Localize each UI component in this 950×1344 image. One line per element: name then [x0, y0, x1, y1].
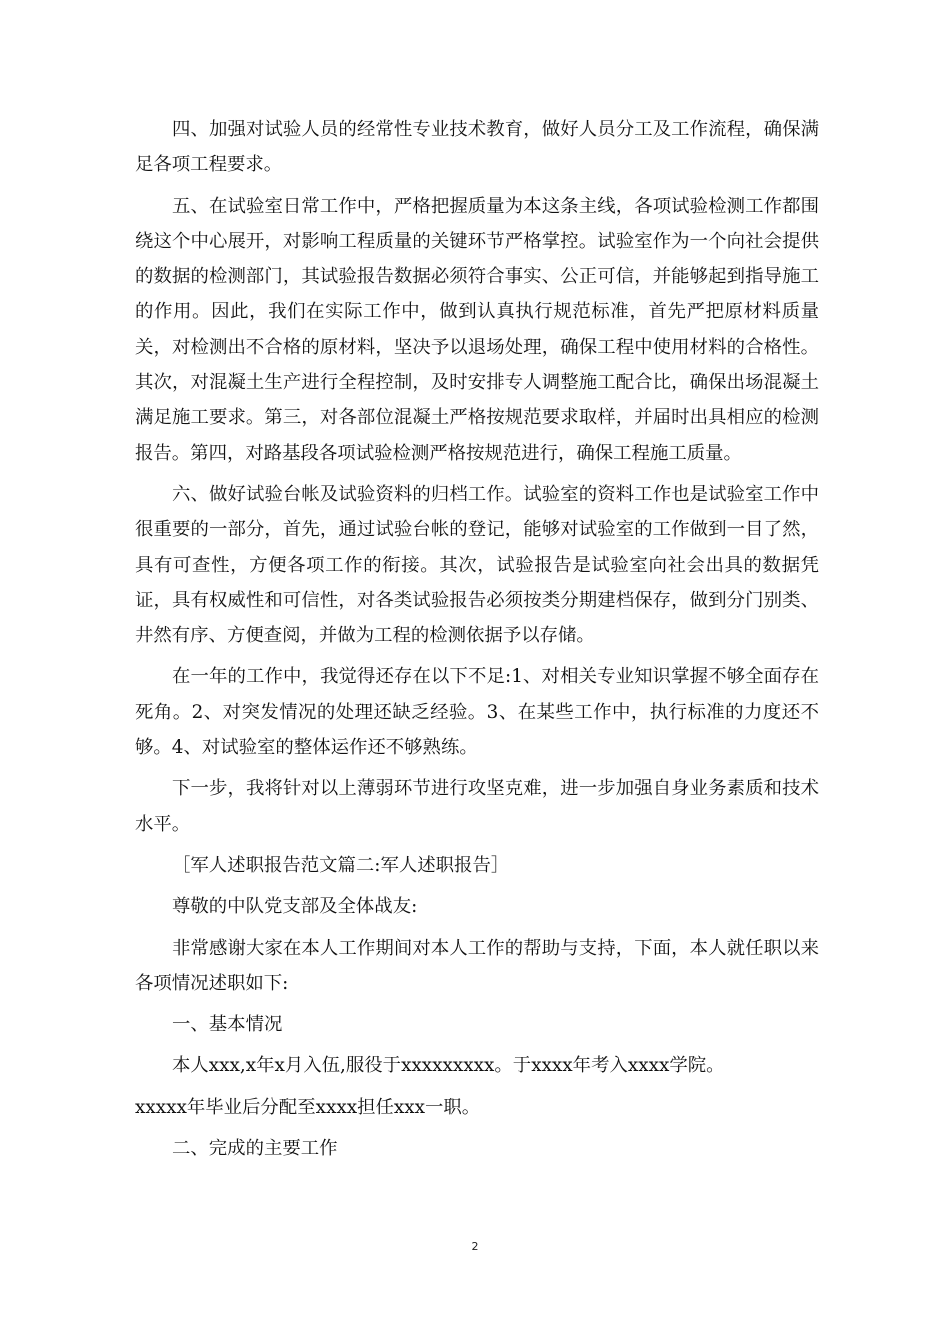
paragraph-shortcomings: 在一年的工作中，我觉得还存在以下不足:1、对相关专业知识掌握不够全面存在死角。2、对突发情况的处理还缺乏经验。3、在某些工作中，执行标准的力度还不够。4、对试验室的整体运作还不够熟练。 — [135, 666, 819, 759]
paragraph-item-4: 四、加强对试验人员的经常性专业技术教育，做好人员分工及工作流程，确保满足各项工程要求。 — [135, 119, 819, 176]
salutation: 尊敬的中队党支部及全体战友: — [172, 896, 418, 918]
page-number: 2 — [471, 1240, 479, 1253]
paragraph-item-5: 五、在试验室日常工作中，严格把握质量为本这条主线，各项试验检测工作都围绕这个中心展开，对影响工程质量的关键环节严格掌控。试验室作为一个向社会提供的数据的检测部门，其试验报告数据必须符合事实、公正可信，并能够起到指导施工的作用。因此，我们在实际工作中，做到认真执行规范标准，首先严把原材料质量关，对检测出不合格的原材料，坚决予以退场处理，确保工程中使用材料的合格性。其次，对混凝土生产进行全程控制，及时安排专人调整施工配合比，确保出场混凝土满足施工要求。第三，对各部位混凝土严格按规范要求取样，并届时出具相应的检测报告。第四，对路基段各项试验检测严格按规范进行，确保工程施工质量。 — [135, 195, 819, 464]
paragraph-enlistment: 本人xxx,x年x月入伍,服役于xxxxxxxxx。于xxxx年考入xxxx学院。 — [172, 1055, 725, 1077]
paragraph-next-steps: 下一步，我将针对以上薄弱环节进行攻坚克难，进一步加强自身业务素质和技术水平。 — [135, 778, 819, 835]
heading-main-work: 二、完成的主要工作 — [172, 1138, 338, 1160]
section-heading-article-two: ［军人述职报告范文篇二:军人述职报告］ — [172, 854, 510, 876]
paragraph-item-6: 六、做好试验台帐及试验资料的归档工作。试验室的资料工作也是试验室工作中很重要的一部分，首先，通过试验台帐的登记，能够对试验室的工作做到一目了然，具有可查性，方便各项工作的衔接。其次，试验报告是试验室向社会出具的数据凭证，具有权威性和可信性，对各类试验报告必须按类分期建档保存，做到分门别类、井然有序、方便查阅，并做为工程的检测依据予以存储。 — [135, 483, 819, 647]
paragraph-thanks: 非常感谢大家在本人工作期间对本人工作的帮助与支持，下面，本人就任职以来各项情况述职如下: — [135, 937, 819, 994]
heading-basic-info: 一、基本情况 — [172, 1014, 283, 1036]
paragraph-assignment: xxxxx年毕业后分配至xxxx担任xxx一职。 — [135, 1096, 481, 1118]
document-body — [135, 112, 819, 1172]
